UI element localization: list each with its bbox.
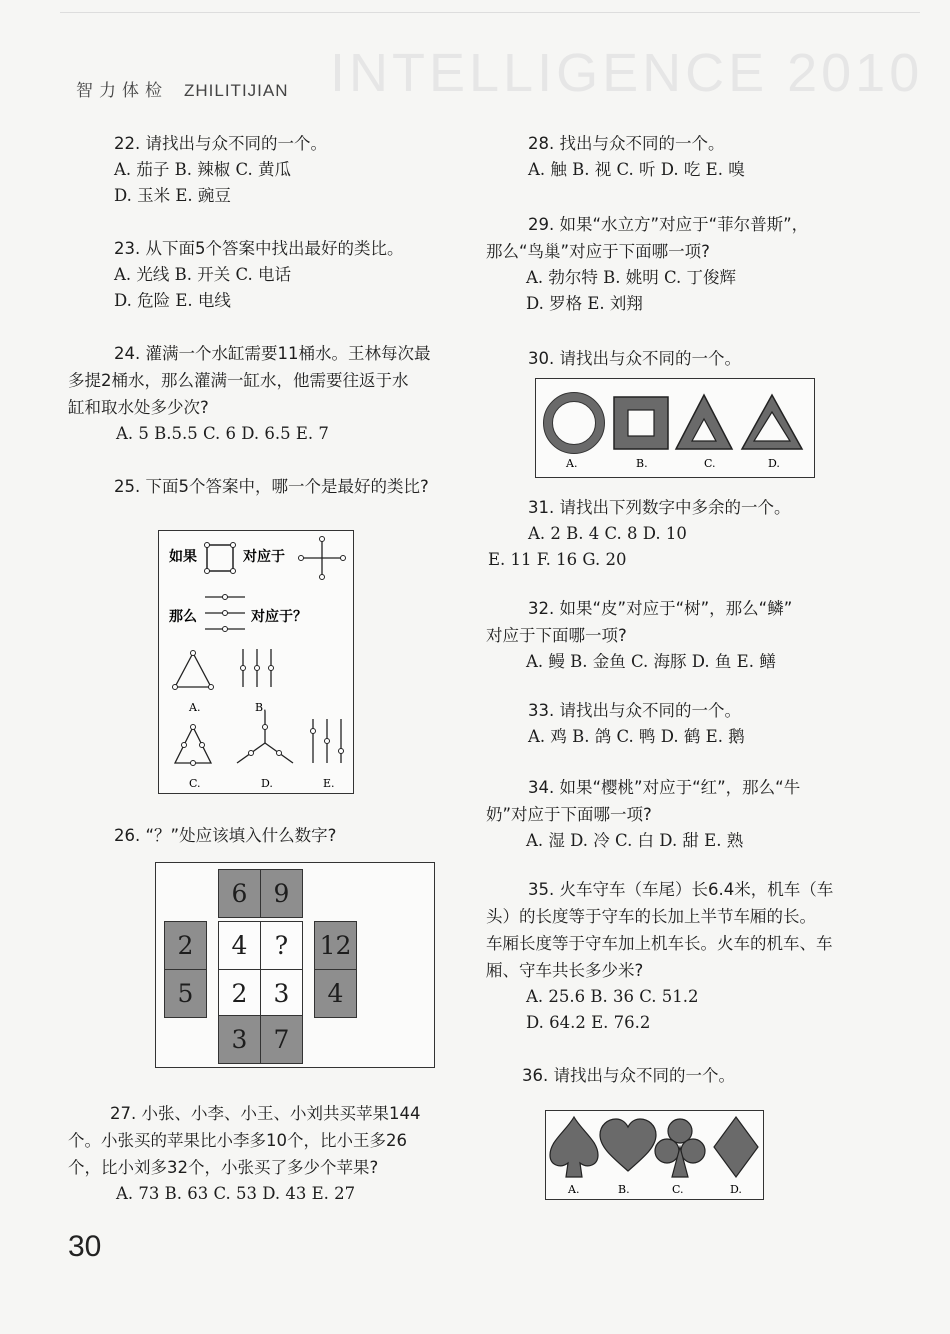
question-24-line-2: 多提2桶水，那么灌满一缸水，他需要往返于水 [68, 371, 409, 390]
option-a-spade-icon [550, 1117, 598, 1177]
option-e-label: E. [323, 777, 335, 790]
question-36-figure [545, 1110, 764, 1200]
question-35-options-2: D. 64.2 E. 76.2 [526, 1013, 651, 1032]
question-35-line-1: 35. 火车守车（车尾）长6.4米，机车（车 [528, 880, 834, 899]
top-rule [60, 12, 920, 13]
right-column-lower [486, 494, 896, 1089]
question-29 [486, 211, 896, 317]
analogy-diagram [159, 531, 353, 793]
question-35-line-2: 头）的长度等于守车的长加上半节车厢的长。 [486, 907, 816, 926]
option-a-label: A. [566, 457, 578, 470]
question-25-text: 25. 下面5个答案中，哪一个是最好的类比? [114, 477, 429, 496]
question-35 [486, 876, 896, 1036]
question-24 [68, 340, 468, 447]
question-31 [486, 494, 896, 573]
grid-cell: 6 [218, 869, 261, 918]
question-22-options-2: D. 玉米 E. 豌豆 [114, 186, 231, 205]
grid-cell: ? [260, 921, 303, 970]
grid-cell: 2 [164, 921, 207, 970]
option-b-label: B. [618, 1183, 630, 1196]
question-22 [68, 130, 468, 209]
grid-cell: 7 [260, 1015, 303, 1064]
header-en: ZHILITIJIAN [184, 81, 289, 100]
question-35-line-3: 车厢长度等于守车加上机车长。火车的机车、车 [486, 934, 833, 953]
option-d-label: D. [261, 777, 273, 790]
question-30-figure [535, 378, 815, 478]
grid-cell: 12 [314, 921, 357, 970]
option-d-label: D. [768, 457, 780, 470]
question-35-line-4: 厢、守车共长多少米? [486, 961, 644, 980]
option-b-label: B. [255, 701, 267, 714]
option-c-label: C. [672, 1183, 684, 1196]
grid-cell: 3 [260, 969, 303, 1018]
question-23 [68, 235, 468, 314]
option-a-label: A. [189, 701, 201, 714]
header-watermark: INTELLIGENCE 2010 [330, 43, 924, 103]
left-column [68, 130, 468, 500]
question-27-options: A. 73 B. 63 C. 53 D. 43 E. 27 [116, 1184, 356, 1203]
question-27 [68, 1100, 468, 1207]
question-23-options-1: A. 光线 B. 开关 C. 电话 [114, 265, 292, 284]
question-33-text: 33. 请找出与众不同的一个。 [528, 701, 741, 720]
question-31-options-2: E. 11 F. 16 G. 20 [488, 550, 627, 569]
option-c-label: C. [704, 457, 716, 470]
page-number: 30 [68, 1230, 102, 1263]
question-36-text: 36. 请找出与众不同的一个。 [522, 1066, 735, 1085]
question-23-options-2: D. 危险 E. 电线 [114, 291, 231, 310]
question-23-text: 23. 从下面5个答案中找出最好的类比。 [114, 239, 404, 258]
question-25 [68, 473, 468, 500]
question-33 [486, 697, 896, 750]
question-25-figure [158, 530, 354, 794]
question-32-line-2: 对应于下面哪一项? [486, 626, 627, 645]
grid-cell: 2 [218, 969, 261, 1018]
option-c-label: C. [189, 777, 201, 790]
question-31-options-1: A. 2 B. 4 C. 8 D. 10 [528, 524, 687, 543]
option-a-triangle-icon [175, 653, 211, 687]
question-32-options: A. 鳗 B. 金鱼 C. 海豚 D. 鱼 E. 鳝 [526, 652, 776, 671]
option-b-heart-icon [600, 1119, 656, 1171]
grid-cell: 4 [218, 921, 261, 970]
question-34-line-2: 奶”对应于下面哪一项? [486, 805, 652, 824]
question-35-options-1: A. 25.6 B. 36 C. 51.2 [526, 987, 699, 1006]
grid-cell: 9 [260, 869, 303, 918]
question-28-options: A. 触 B. 视 C. 听 D. 吃 E. 嗅 [528, 160, 745, 179]
grid-cell: 4 [314, 969, 357, 1018]
correspond-label-1: 对应于 [243, 549, 285, 565]
correspond-label-2: 对应于？ [251, 609, 307, 625]
question-27-line-3: 个，比小刘多32个，小张买了多少个苹果? [68, 1158, 379, 1177]
header-cn: 智力体检 [76, 81, 168, 101]
question-34-line-1: 34. 如果“樱桃”对应于“红”，那么“牛 [528, 778, 801, 797]
square-with-nodes-icon [207, 545, 233, 571]
option-a-label: A. [568, 1183, 580, 1196]
question-33-options: A. 鸡 B. 鸽 C. 鸭 D. 鹤 E. 鹅 [528, 727, 745, 746]
question-30 [486, 345, 896, 372]
right-column [486, 130, 896, 372]
question-24-line-1: 24. 灌满一个水缸需要11桶水。王林每次最 [114, 344, 431, 363]
question-34 [486, 774, 896, 854]
question-34-options: A. 湿 D. 冷 C. 白 D. 甜 E. 熟 [526, 831, 744, 850]
grid-cell: 5 [164, 969, 207, 1018]
question-36 [486, 1062, 896, 1089]
grid-cell: 3 [218, 1015, 261, 1064]
question-30-text: 30. 请找出与众不同的一个。 [528, 349, 741, 368]
question-28 [486, 130, 896, 183]
page-header [76, 76, 289, 101]
question-29-line-1: 29. 如果“水立方”对应于“菲尔普斯”， [528, 215, 809, 234]
option-c-club-icon [655, 1119, 705, 1177]
question-32 [486, 595, 896, 675]
question-26-text: 26. “？”处应该填入什么数字? [114, 826, 337, 845]
option-d-label: D. [730, 1183, 742, 1196]
then-label: 那么 [169, 609, 197, 625]
question-22-options-1: A. 茄子 B. 辣椒 C. 黄瓜 [114, 160, 292, 179]
question-27-line-1: 27. 小张、小李、小王、小刘共买苹果144 [110, 1104, 421, 1123]
question-24-line-3: 缸和取水处多少次? [68, 398, 209, 417]
question-22-text: 22. 请找出与众不同的一个。 [114, 134, 327, 153]
question-29-options-1: A. 勃尔特 B. 姚明 C. 丁俊辉 [526, 268, 737, 287]
option-b-label: B. [636, 457, 648, 470]
option-c-triangle-icon [175, 727, 211, 763]
if-label: 如果 [169, 549, 197, 565]
question-24-options: A. 5 B.5.5 C. 6 D. 6.5 E. 7 [116, 424, 329, 443]
question-29-options-2: D. 罗格 E. 刘翔 [526, 294, 643, 313]
question-27-line-2: 个。小张买的苹果比小李多10个，比小王多26 [68, 1131, 407, 1150]
question-29-line-2: 那么“鸟巢”对应于下面哪一项? [486, 242, 710, 261]
question-28-text: 28. 找出与众不同的一个。 [528, 134, 725, 153]
question-32-line-1: 32. 如果“皮”对应于“树”，那么“鳞” [528, 599, 793, 618]
question-26-figure [155, 862, 435, 1068]
question-31-text: 31. 请找出下列数字中多余的一个。 [528, 498, 791, 517]
option-d-diamond-icon [714, 1117, 758, 1177]
